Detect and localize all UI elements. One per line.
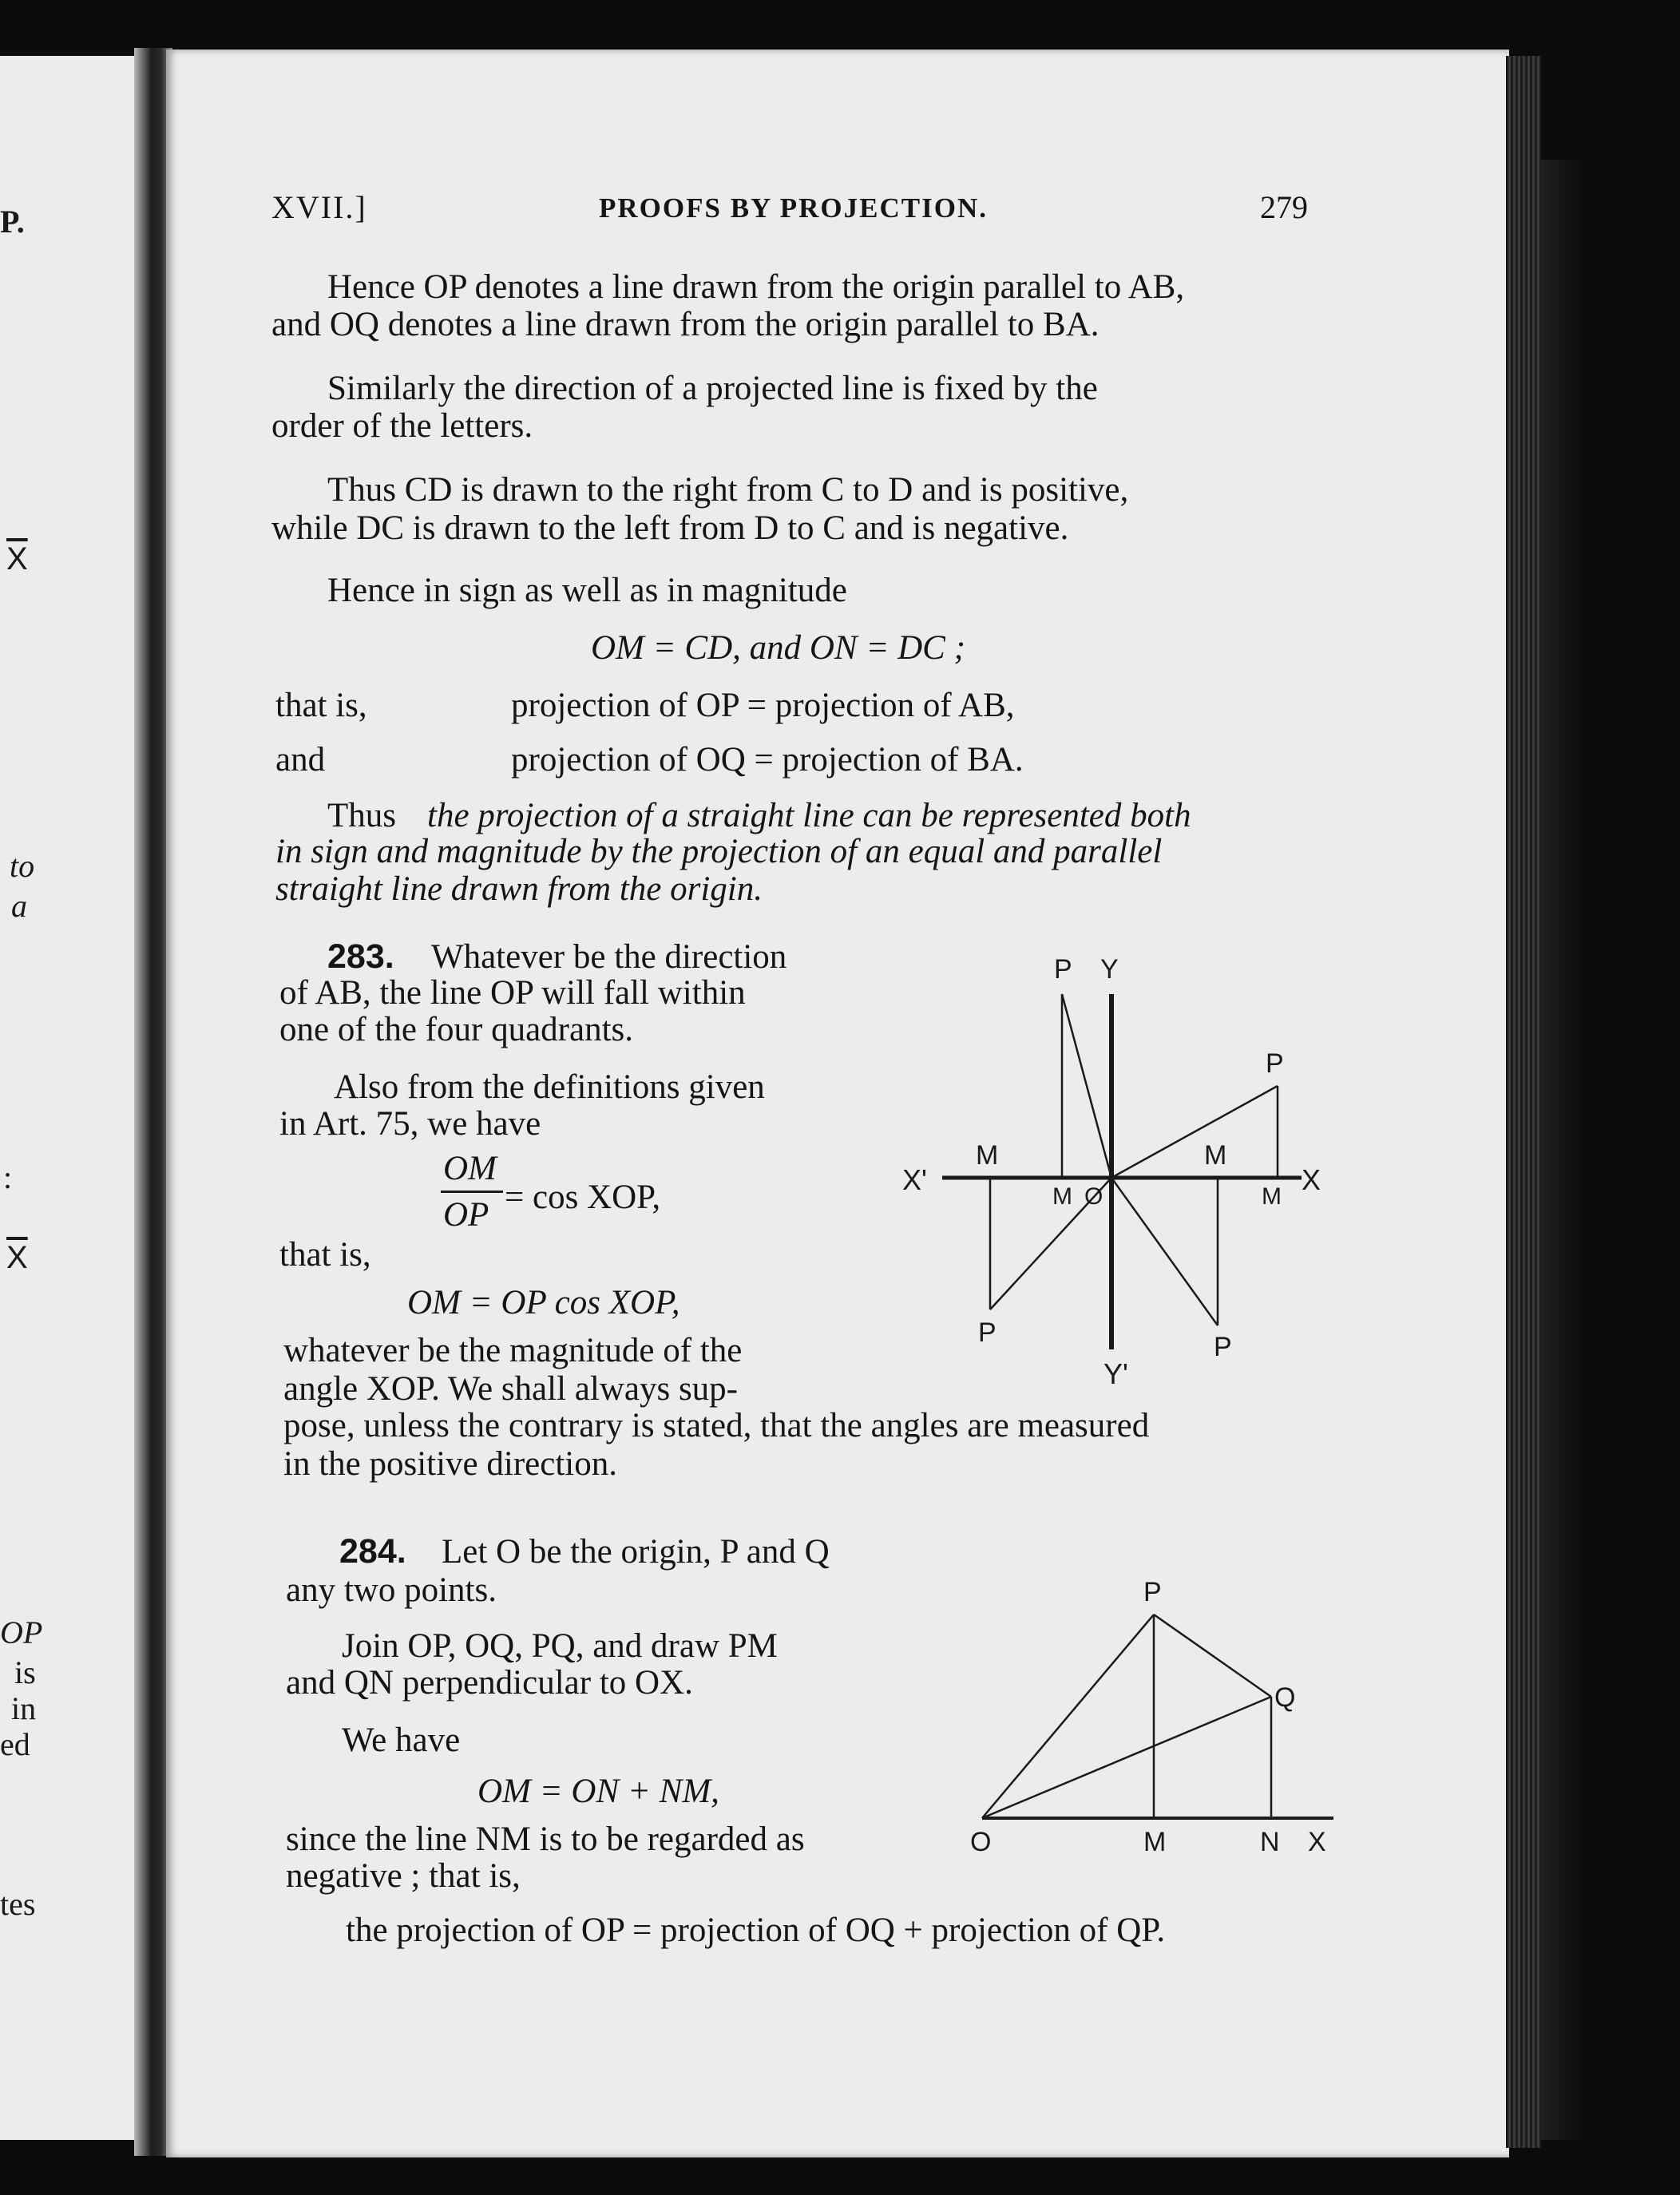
body-line: in the positive direction. [283, 1445, 617, 1483]
op-line [982, 1615, 1154, 1818]
left-fragment: OP [0, 1615, 43, 1650]
body-line: Hence in sign as well as in magnitude [327, 572, 847, 609]
label-y-prime: Y' [1103, 1357, 1128, 1390]
left-fragment: $\overline{X}$ [6, 1240, 28, 1275]
label-m: M [1052, 1183, 1072, 1210]
body-line: Thus CD is drawn to the right from C to D and is positive, [327, 471, 1129, 509]
label-o: O [1084, 1183, 1103, 1210]
italic-line: in sign and magnitude by the projection of an equal and parallel [275, 833, 1163, 870]
body-line: Let O be the origin, P and Q [442, 1533, 830, 1571]
body-line: Similarly the direction of a projected line is fixed by the [327, 370, 1098, 407]
book-cover-edge [1541, 160, 1581, 2140]
left-fragment: P. [0, 204, 25, 240]
label-p: P [1214, 1332, 1232, 1362]
body-line: pose, unless the contrary is stated, that the angles are measured [283, 1407, 1150, 1444]
label-m: M [1204, 1140, 1227, 1171]
equation: projection of OP = projection of AB, [511, 687, 1015, 724]
op-line [1111, 1178, 1218, 1325]
label-x-prime: X' [902, 1163, 927, 1196]
left-fragment: tes [0, 1886, 36, 1922]
equation: OM = ON + NM, [477, 1773, 719, 1810]
body-line: in Art. 75, we have [279, 1105, 541, 1143]
op-line [1111, 1086, 1278, 1178]
section-number: 283. [327, 937, 394, 976]
figure-283-quadrants [894, 946, 1341, 1409]
body-line: order of the letters. [271, 407, 533, 445]
page-number: 279 [1260, 189, 1308, 225]
left-page-edge [0, 56, 144, 2140]
fraction-numerator: OM [443, 1150, 497, 1187]
left-fragment: ed [0, 1726, 30, 1762]
italic-line: the projection of a straight line can be represented both [427, 797, 1191, 834]
label-p: P [978, 1317, 997, 1348]
running-head-title: PROOFS BY PROJECTION. [599, 192, 988, 224]
oq-line [982, 1697, 1271, 1818]
body-line: one of the four quadrants. [279, 1011, 633, 1048]
figure-284-projection [958, 1569, 1341, 1864]
label-p: P [1143, 1577, 1162, 1607]
fraction-denominator: OP [443, 1196, 489, 1234]
left-fragment: : [3, 1159, 13, 1195]
body-line: Whatever be the direction [431, 938, 787, 976]
body-line: and QN perpendicular to OX. [286, 1664, 693, 1702]
label-m: M [976, 1140, 999, 1171]
label-p: P [1054, 954, 1072, 985]
body-line: while DC is drawn to the left from D to C and is negative. [271, 509, 1069, 547]
body-line: of AB, the line OP will fall within [279, 974, 746, 1012]
equation: OM = CD, and ON = DC ; [591, 629, 965, 667]
section-number: 284. [339, 1532, 406, 1571]
body-line: angle XOP. We shall always sup- [283, 1370, 738, 1408]
label-n: N [1260, 1827, 1280, 1857]
body-line: since the line NM is to be regarded as [286, 1821, 805, 1858]
label-q: Q [1274, 1682, 1296, 1713]
left-fragment: to [10, 848, 35, 884]
equation: = cos XOP, [505, 1179, 661, 1216]
body-line: and OQ denotes a line drawn from the origin parallel to BA. [271, 306, 1100, 343]
pq-line [1154, 1615, 1271, 1697]
body-line: that is, [279, 1236, 371, 1274]
body-line: Also from the definitions given [334, 1068, 765, 1106]
left-fragment: a [11, 888, 27, 924]
body-line: any two points. [286, 1571, 497, 1609]
label-x: X [1308, 1827, 1326, 1857]
label-o: O [970, 1827, 992, 1857]
label-m: M [1143, 1827, 1167, 1857]
page-edges [1506, 56, 1541, 2148]
left-fragment: $\overline{X}$ [6, 541, 28, 576]
body-line: Join OP, OQ, PQ, and draw PM [342, 1627, 778, 1665]
running-head-chapter: XVII.] [271, 189, 367, 225]
body-line: the projection of OP = projection of OQ + projection of QP. [346, 1912, 1166, 1949]
left-fragment: in [11, 1690, 37, 1726]
body-line: Hence OP denotes a line drawn from the origin parallel to AB, [327, 268, 1185, 306]
label-p: P [1266, 1048, 1284, 1079]
left-fragment: is [14, 1654, 36, 1690]
label-m: M [1262, 1183, 1282, 1210]
body-line: that is, [275, 687, 367, 724]
equation: OM = OP cos XOP, [407, 1284, 680, 1321]
body-line: negative ; that is, [286, 1857, 521, 1895]
label-x: X [1302, 1163, 1321, 1196]
body-line: We have [342, 1722, 461, 1759]
body-line: and [275, 741, 326, 779]
equation: projection of OQ = projection of BA. [511, 741, 1024, 779]
italic-line: straight line drawn from the origin. [275, 870, 763, 908]
body-line: Thus [327, 797, 396, 834]
body-line: whatever be the magnitude of the [283, 1332, 743, 1369]
label-y: Y [1100, 954, 1119, 985]
fraction-bar [441, 1191, 503, 1193]
op-line [1062, 994, 1111, 1178]
